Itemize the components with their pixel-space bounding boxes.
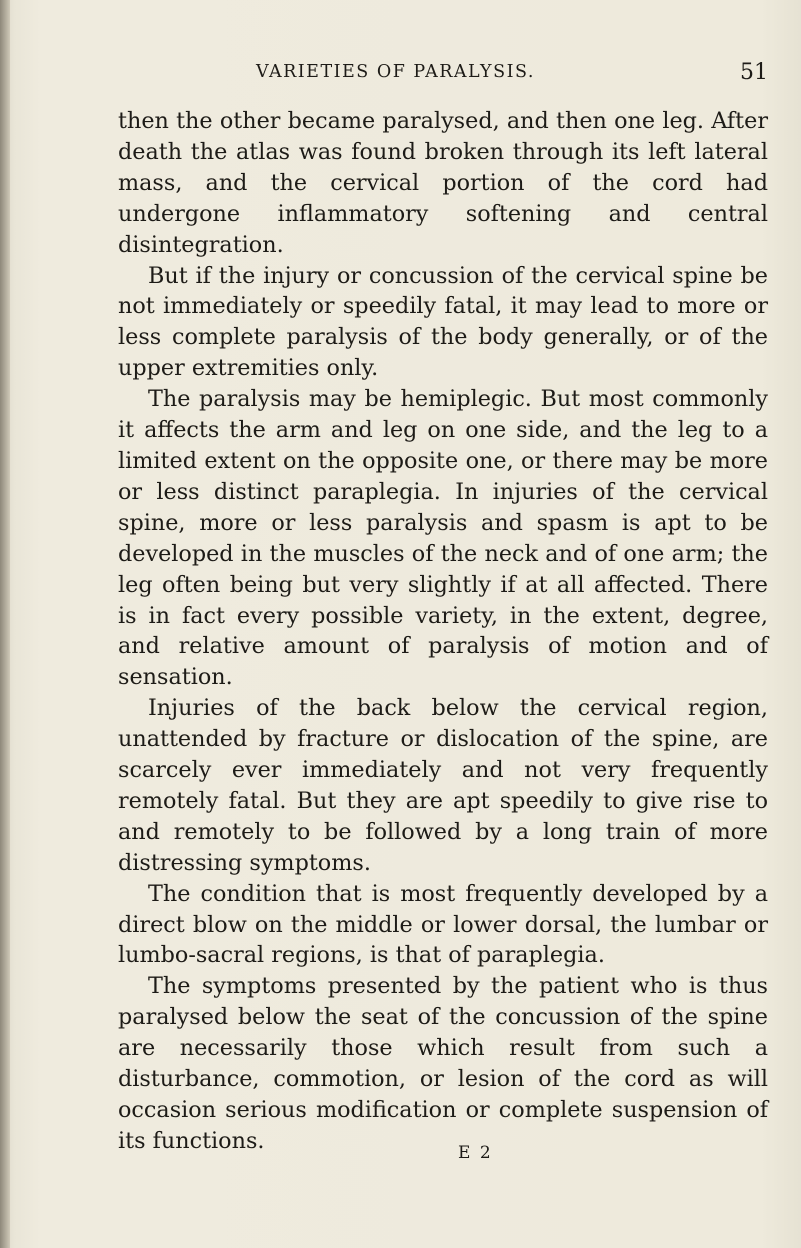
paragraph-2: But if the injury or concussion of the cervical spine be not immediately or speedily fatal, it may lead to more or less complete paralysis of the body generally, or of the upper extremities only. xyxy=(118,262,768,382)
running-head xyxy=(118,62,768,92)
paragraph-3: The paralysis may be hemiplegic. But most commonly it affects the arm and leg on one side, and the leg to a limited extent on the opposite one, or there may be more or less distinct paraplegia. In injuries of the cervical spine, more or less paralysis and spasm is apt to be developed in the muscles of the neck and of one arm; the leg often being but very slightly if at all affected. There is in fact every possible variety, in the extent, degree, and relative amount of paralysis of motion and of sensation. xyxy=(118,386,768,691)
binding-shadow xyxy=(0,0,10,1248)
paragraph-6: The symptoms presented by the patient who is thus paralysed below the seat of the concussion of the spine are necessarily those which result from such a disturbance, commotion, or lesion of the cord as will occasion serious modification or complete suspension of its functions. xyxy=(118,973,768,1154)
paragraph-5: The condition that is most frequently developed by a direct blow on the middle or lower dorsal, the lumbar or lumbo-sacral regions, is that of paraplegia. xyxy=(118,880,768,969)
paragraph-4: Injuries of the back below the cervical region, unattended by fracture or dislocation of the spine, are scarcely ever immediately and not very frequently remotely fatal. But they are apt speedily to give rise to and remotely to be followed by a long train of more distressing symptoms. xyxy=(118,695,768,876)
running-title: VARIETIES OF PARALYSIS. xyxy=(256,62,535,82)
body-text xyxy=(118,106,768,1157)
page-number: 51 xyxy=(740,60,768,85)
signature-mark: E 2 xyxy=(458,1143,493,1163)
paragraph-1: then the other became paralysed, and then one leg. After death the atlas was found broken through its left lateral mass, and the cervical portion of the cord had undergone inflammatory softening and central disintegration. xyxy=(118,108,768,258)
